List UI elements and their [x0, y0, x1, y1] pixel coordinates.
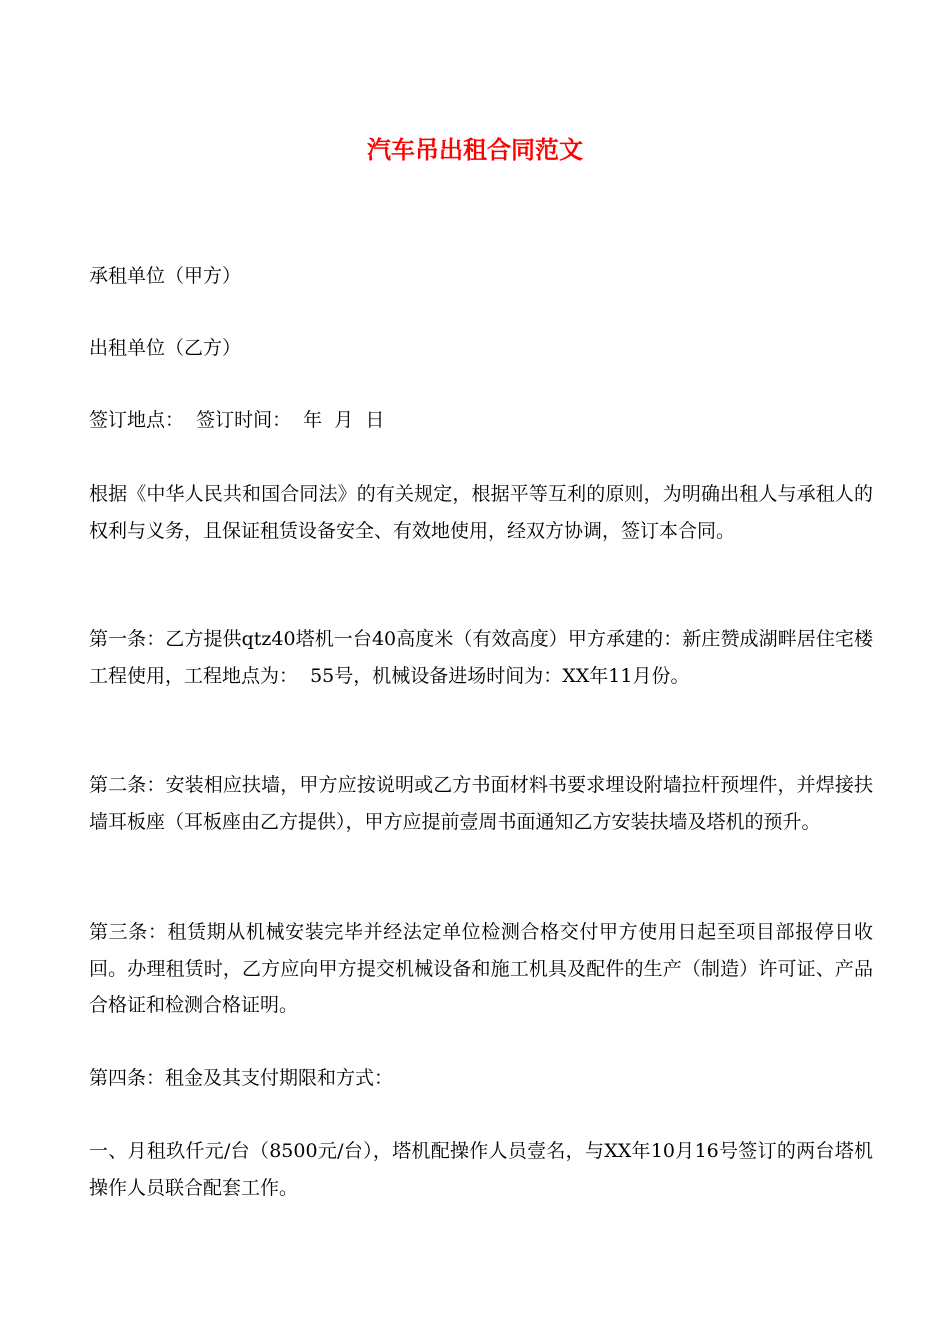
document-title: 汽车吊出租合同范文 — [367, 136, 583, 164]
article-3-paragraph: 第三条：租赁期从机械安装完毕并经法定单位检测合格交付甲方使用日起至项目部报停日收回。办理租赁时，乙方应向甲方提交机械设备和施工机具及配件的生产（制造）许可证、产品合格证和检测合格证明。 — [89, 921, 873, 1016]
article-1-paragraph: 第一条：乙方提供qtz40塔机一台40高度米（有效高度）甲方承建的：新庄赞成湖畔居住宅楼工程使用，工程地点为： 55号，机械设备进场时间为：XX年11月份。 — [89, 628, 873, 687]
article-2-paragraph: 第二条：安装相应扶墙，甲方应按说明或乙方书面材料书要求埋设附墙拉杆预埋件，并焊接扶墙耳板座（耳板座由乙方提供），甲方应提前壹周书面通知乙方安装扶墙及塔机的预升。 — [89, 774, 873, 833]
article-4-paragraph: 第四条：租金及其支付期限和方式： — [89, 1067, 394, 1089]
signing-place-time-line: 签订地点： 签订时间： 年 月 日 — [89, 409, 385, 431]
rent-item-1-paragraph: 一、月租玖仟元/台（8500元/台），塔机配操作人员壹名，与XX年10月16号签订的两台塔机操作人员联合配套工作。 — [89, 1140, 873, 1199]
lessor-line: 出租单位（乙方） — [89, 337, 242, 359]
preamble-paragraph: 根据《中华人民共和国合同法》的有关规定，根据平等互利的原则，为明确出租人与承租人的权利与义务，且保证租赁设备安全、有效地使用，经双方协调，签订本合同。 — [89, 483, 873, 542]
lessee-line: 承租单位（甲方） — [89, 265, 242, 287]
